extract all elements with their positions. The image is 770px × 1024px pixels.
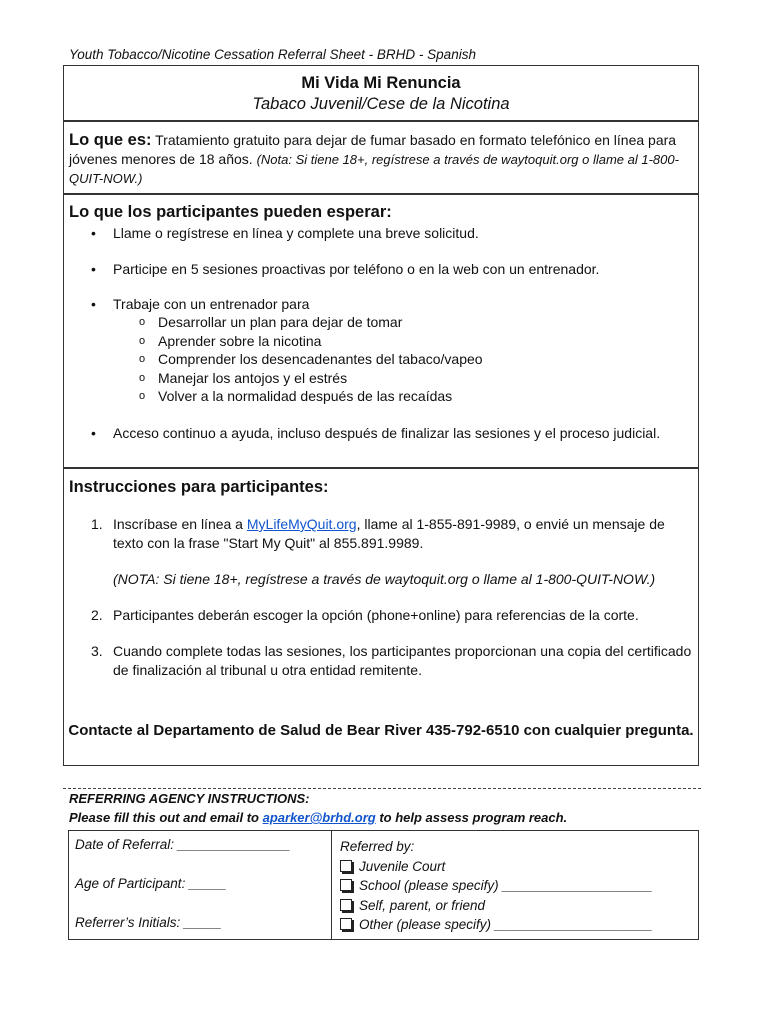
- option-school[interactable]: [340, 876, 652, 896]
- sub-list-item: o Volver a la normalidad después de las recaídas: [113, 387, 693, 406]
- checkbox-icon[interactable]: [340, 899, 352, 911]
- instructions-title: Instrucciones para participantes:: [69, 478, 329, 496]
- contact-line: Contacte al Departamento de Salud de Bear River 435-792-6510 con cualquier pregunta.: [68, 722, 694, 739]
- agency-text-start: Please fill this out and email to: [69, 810, 263, 825]
- checkbox-icon[interactable]: [340, 918, 352, 930]
- agency-instructions-title: REFERRING AGENCY INSTRUCTIONS:: [69, 791, 310, 806]
- list-item-text: Trabaje con un entrenador para: [113, 296, 310, 312]
- list-item: • Llame o regístrese en línea y complete una breve solicitud.: [69, 224, 693, 242]
- instructions-list: [69, 515, 693, 680]
- date-of-referral-field[interactable]: Date of Referral: _______________: [75, 837, 291, 852]
- referral-form: [68, 830, 699, 940]
- option-label: Juvenile Court: [359, 858, 446, 874]
- referred-by-label: Referred by:: [340, 839, 415, 854]
- checkbox-icon[interactable]: [340, 879, 352, 891]
- list-item: • Acceso continuo a ayuda, incluso después de finalizar las sesiones y el proceso judicial.: [69, 424, 693, 442]
- cut-line-divider: [63, 788, 701, 789]
- checkbox-icon[interactable]: [340, 860, 352, 872]
- option-label: Other (please specify) _____________________: [359, 917, 653, 932]
- coach-goals-list: [113, 313, 693, 406]
- option-label: School (please specify) ____________________: [359, 878, 653, 893]
- referred-by-section: [340, 837, 652, 935]
- list-item: [69, 606, 693, 625]
- option-juvenile-court[interactable]: [340, 857, 652, 877]
- age-of-participant-field[interactable]: Age of Participant: _____: [75, 876, 227, 891]
- option-other[interactable]: [340, 915, 652, 935]
- step-number: 3.: [91, 643, 103, 659]
- sub-list-item: o Desarrollar un plan para dejar de tomar: [113, 313, 693, 332]
- expectations-title: Lo que los participantes pueden esperar:: [69, 203, 392, 221]
- email-link[interactable]: aparker@brhd.org: [262, 810, 376, 825]
- referral-details: [69, 831, 332, 939]
- mylifemyquit-link[interactable]: MyLifeMyQuit.org: [246, 516, 357, 532]
- program-title: Mi Vida Mi Renuncia: [301, 74, 461, 92]
- step-number: 2.: [91, 607, 103, 623]
- list-item: [69, 642, 693, 680]
- step-number: 1.: [91, 516, 103, 532]
- option-label: Self, parent, or friend: [359, 897, 486, 913]
- what-is-note: (Nota: Si tiene 18+, regístrese a través de waytoquit.org o llame al 1-800-QUIT-NOW.): [69, 152, 679, 186]
- list-item: [69, 295, 693, 406]
- step-text: Cuando complete todas las sesiones, los participantes proporcionan una copia del certificado de finalización al tribunal u otra entidad remitente.: [113, 643, 692, 678]
- instructions-section: [63, 468, 699, 766]
- title-box: [63, 65, 699, 121]
- list-item: [69, 515, 693, 589]
- option-self-parent-friend[interactable]: [340, 896, 652, 916]
- agency-text-end: to help assess program reach.: [375, 810, 568, 825]
- what-is-section: [63, 121, 699, 194]
- list-item: • Participe en 5 sesiones proactivas por teléfono o en la web con un entrenador.: [69, 260, 693, 278]
- expectations-section: [63, 194, 699, 468]
- document-header-note: Youth Tobacco/Nicotine Cessation Referral Sheet - BRHD - Spanish: [69, 47, 476, 62]
- step-note: (NOTA: Si tiene 18+, regístrese a través de waytoquit.org o llame al 1-800-QUIT-NOW.): [113, 571, 656, 587]
- agency-instructions-text: [69, 810, 567, 825]
- referrer-initials-field[interactable]: Referrer’s Initials: _____: [75, 915, 222, 930]
- step-text: Inscríbase en línea a: [113, 516, 247, 532]
- step-text: , llame al 1-855-891-9989, o envié un mensaje de texto con la frase "Start My Quit" al 855.891.9989.: [113, 516, 665, 551]
- sub-list-item: o Aprender sobre la nicotina: [113, 332, 693, 351]
- what-is-text: Tratamiento gratuito para dejar de fumar basado en formato telefónico en línea para jóvenes menores de 18 años.: [69, 132, 677, 167]
- what-is-label: Lo que es:: [69, 131, 152, 149]
- sub-list-item: o Manejar los antojos y el estrés: [113, 369, 693, 388]
- program-subtitle: Tabaco Juvenil/Cese de la Nicotina: [252, 95, 510, 113]
- step-text: Participantes deberán escoger la opción (phone+online) para referencias de la corte.: [113, 607, 639, 623]
- sub-list-item: o Comprender los desencadenantes del tabaco/vapeo: [113, 350, 693, 369]
- expectations-list: [69, 224, 693, 442]
